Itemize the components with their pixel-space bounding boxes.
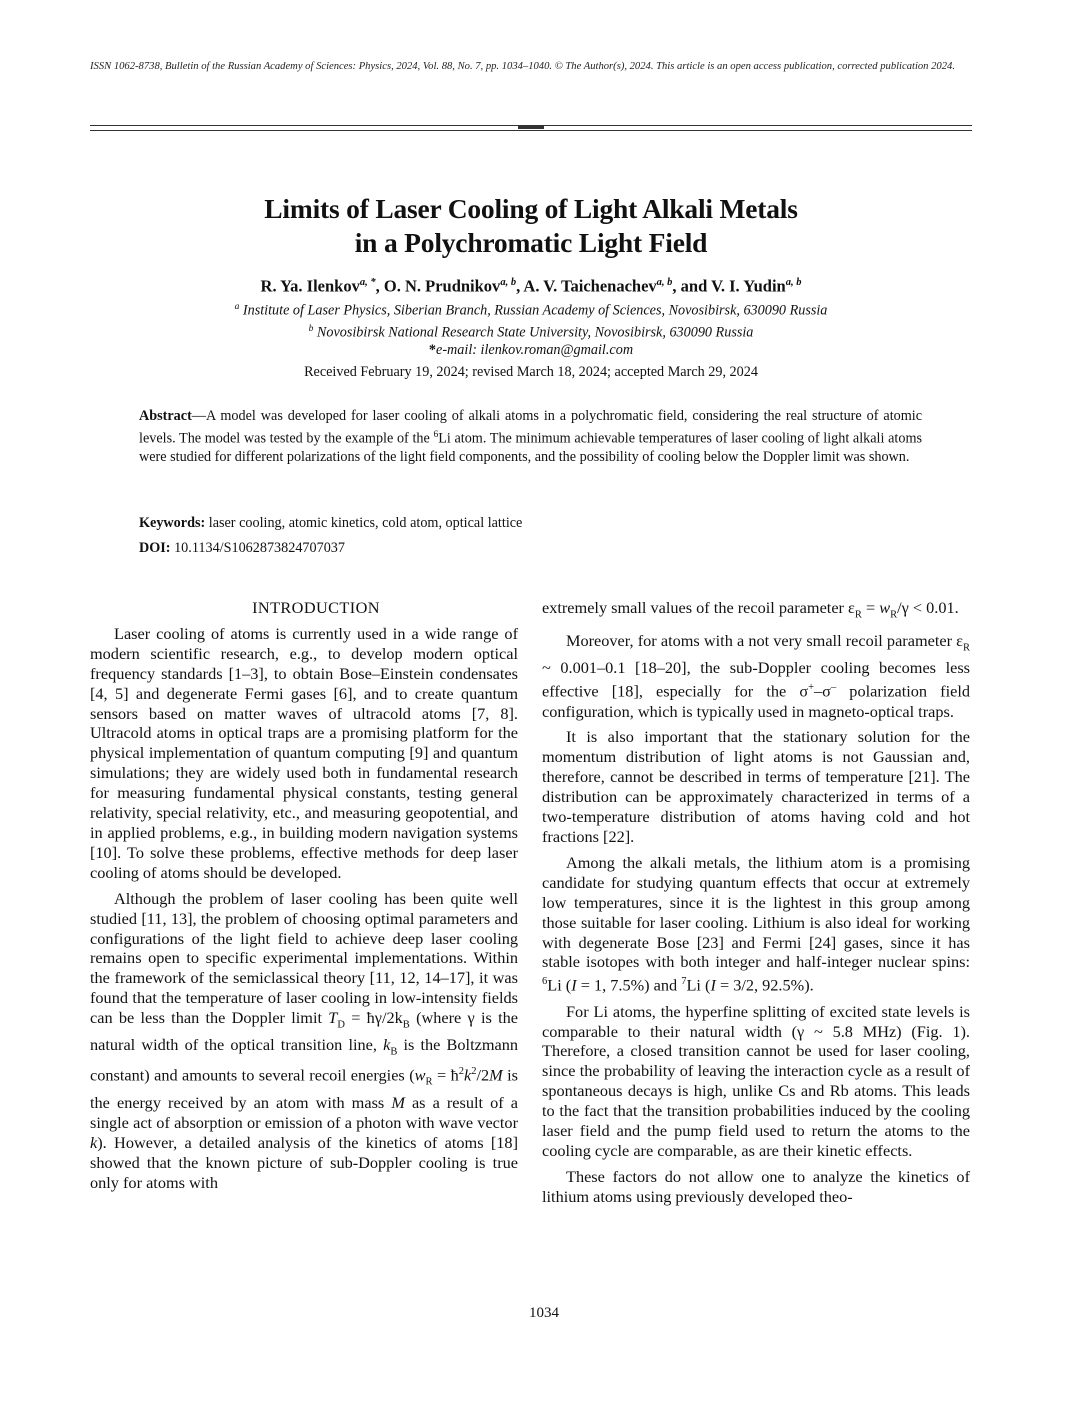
kb2-sub: B <box>390 1046 398 1058</box>
r1-text-a: Moreover, for atoms with a not very small recoil parameter ε <box>566 631 963 651</box>
kb-symbol: k <box>383 1035 391 1055</box>
abstract-text-1: —A model was developed for laser cooling of alkali atoms in a polychromatic field, considering the real structure of atomic levels. The model was tested by the example of the <box>139 408 922 447</box>
kvec-symbol: k <box>90 1132 98 1152</box>
author-list: R. Ya. Ilenkov$^{a, *}$, O. N. Prudnikov$^{a, b}$, A. V. Taichenachev$^{a, b}$, and V. I. Yudin$^{a, b}$ <box>260 276 802 296</box>
p2-text-i: as a result of a single act of absorption or emission of a photon with wave vector <box>90 1093 518 1132</box>
right-column <box>542 598 970 1213</box>
page-number: 1034 <box>529 1305 559 1321</box>
email-text: e-mail: ilenkov.roman@gmail.com <box>436 342 634 358</box>
affiliation-a <box>90 297 972 321</box>
author-4: and V. I. Yudin <box>680 276 786 296</box>
left-column <box>90 598 518 1199</box>
doi-label: DOI: <box>139 540 171 556</box>
corresponding-email <box>90 342 972 359</box>
p2-text-g: /2 <box>476 1065 490 1085</box>
abstract <box>139 407 922 466</box>
right-paragraph-1 <box>542 631 970 721</box>
right-paragraph-5: These factors do not allow one to analyze the kinetics of lithium atoms using previously developed theo- <box>542 1166 970 1206</box>
td-symbol: T <box>328 1008 338 1028</box>
wr-sub: R <box>425 1077 433 1089</box>
r1-text-d: polarization field configuration, which is typically used in magneto-optical traps. <box>542 681 971 721</box>
author-4-affil: a, b <box>785 277 802 288</box>
r1-text-c: –σ <box>814 681 831 701</box>
affiliation-b-mark: b <box>308 324 314 334</box>
author-3: A. V. Taichenachev <box>523 276 657 296</box>
mass-symbol-2: M <box>391 1093 405 1113</box>
r3-text-e: = 3/2, 92.5%). <box>715 975 814 995</box>
r1-sup-minus: – <box>830 682 837 694</box>
right-paragraph-0 <box>542 598 970 625</box>
r3-text-c: = 1, 7.5%) and <box>576 975 682 995</box>
received-dates: Received February 19, 2024; revised March 18, 2024; accepted March 29, 2024 <box>304 364 758 380</box>
p2-text-b: = ħγ/2k <box>344 1008 403 1028</box>
r1-sub: R <box>962 642 970 654</box>
r3-text-d: Li ( <box>686 975 711 995</box>
author-2-affil: a, b <box>500 277 517 288</box>
r3-sup-7: 7 <box>681 976 687 988</box>
keywords-text: laser cooling, atomic kinetics, cold atom, optical lattice <box>208 515 523 531</box>
r0-text-a: extremely small values of the recoil parameter ε <box>542 598 855 617</box>
p2-text-a: Although the problem of laser cooling has been quite well studied [11, 13], the problem of choosing optimal parameters and configurations of the light field to achieve deep laser cooling remains open to specific experimental implementations. Within the framework of the semiclassical theory [11, 12, 14–17], it was found that the temperature of laser cooling in low-intensity fields can be less than the Doppler limit <box>90 888 518 1028</box>
intro-paragraph-2 <box>90 889 518 1193</box>
keywords-label: Keywords: <box>139 515 206 531</box>
r0-sub-1: R <box>854 609 862 621</box>
author-1: R. Ya. Ilenkov <box>260 276 360 296</box>
abstract-isotope-sup: 6 <box>433 429 439 440</box>
paper-title-line-2: in a Polychromatic Light Field <box>354 227 708 258</box>
abstract-label: Abstract <box>139 408 192 424</box>
affiliation-a-mark: a <box>234 302 240 312</box>
author-2: O. N. Prudnikov <box>383 276 501 296</box>
right-paragraph-2: It is also important that the stationary solution for the momentum distribution of light atoms is not Gaussian and, therefore, cannot be described in terms of temperature [21]. The distribution can be approximately characterized in terms of a two-temperature distribution of atoms having cold and hot fractions [22]. <box>542 727 970 846</box>
paper-title-line-1: Limits of Laser Cooling of Light Alkali Metals <box>264 193 798 224</box>
r0-text-b: = <box>861 598 880 617</box>
affiliation-a-text: Institute of Laser Physics, Siberian Branch, Russian Academy of Sciences, Novosibirsk, 630090 Russia <box>242 302 828 319</box>
td-sub: D <box>337 1019 345 1031</box>
affiliation-b-text: Novosibirsk National Research State University, Novosibirsk, 630090 Russia <box>316 324 754 341</box>
r0-w-symbol: w <box>879 598 891 617</box>
right-paragraph-4: For Li atoms, the hyperfine splitting of excited state levels is comparable to their natural width (γ ~ 5.8 MHz) (Fig. 1). Therefore, a closed transition cannot be used for laser cooling, since the probability of leaving the interaction cycle as a result of spontaneous decays is high, unlike Cs and Rb atoms. This leads to the fact that the transition probabilities induced by the cooling laser field and the pump field used to return the atoms to the cooling cycle are comparable, as are their kinetic effects. <box>542 1001 970 1160</box>
intro-paragraph-1: Laser cooling of atoms is currently used in a wide range of modern scientific research, e.g., to develop modern optical frequency standards [1–3], to obtain Bose–Einstein condensates [4, 5] and degenerate Fermi gases [6], and to create quantum sensors based on matter waves of ultracold atoms [7, 8]. Ultracold atoms in optical traps are a promising platform for the physical implementation of quantum computing [9] and quantum simulations; they are widely used both in fundamental research for measuring fundamental physical constants, testing general relativity, special relativity, etc., and measuring geopotential, and in applied problems, e.g., in building modern navigation systems [10]. To solve these problems, effective methods for deep laser cooling of atoms should be developed. <box>90 623 518 882</box>
r1-sup-plus: + <box>808 682 815 694</box>
p2-text-e: = ħ <box>432 1065 459 1085</box>
k-symbol: k <box>463 1065 472 1085</box>
email-mark: * <box>428 342 437 358</box>
mass-symbol: M <box>489 1065 503 1085</box>
author-3-affil: a, b <box>656 277 673 288</box>
abstract-text-2: Li atom. The minimum achievable temperatures of laser cooling of light alkali atoms were studied for different polarizations of the light field components, and the possibility of cooling below the Doppler limit was shown. <box>139 430 922 465</box>
author-1-affil: a, * <box>359 277 376 288</box>
k-sq: 2 <box>471 1066 477 1078</box>
r3-text-a: Among the alkali metals, the lithium atom is a promising candidate for studying quantum effects that occur at extremely low temperatures, since it is the lightest in this group among those suitable for laser cooling. Lithium is also ideal for working with degenerate Bose [23] and Fermi [24] gases, since it has stable isotopes with both integer and half-integer nuclear spins: <box>542 852 970 972</box>
p2-text-j: ). However, a detailed analysis of the kinetics of atoms [18] showed that the known picture of sub-Doppler cooling is true only for atoms with <box>90 1132 518 1192</box>
header-rule-secondary <box>90 130 972 131</box>
right-paragraph-3 <box>542 853 970 996</box>
r1-text-b: ~ 0.001–0.1 [18–20], the sub-Doppler cooling becomes less effective [18], especially for the σ <box>542 658 970 701</box>
affiliation-b <box>90 319 972 343</box>
r0-text-c: /γ < 0.01. <box>897 598 959 617</box>
r3-sup-6: 6 <box>542 976 548 988</box>
p2-text-h: is the energy received by an atom with mass <box>90 1065 518 1113</box>
r0-sub-2: R <box>890 609 898 621</box>
hbar-sq: 2 <box>458 1066 464 1078</box>
r3-spin-1: I <box>571 975 577 995</box>
keywords <box>139 515 922 532</box>
paper-title <box>90 192 972 260</box>
doi-text: 10.1134/S1062873824707037 <box>174 540 345 556</box>
p2-text-c: (where γ is the natural width of the optical transition line, <box>90 1008 519 1055</box>
header-rule-mark <box>518 125 544 129</box>
journal-header-note: ISSN 1062-8738, Bulletin of the Russian Academy of Sciences: Physics, 2024, Vol. 88, No. 7, pp. 1034–1040. © The Author(s), 2024. This article is an open access publication, corrected publication 2024. <box>90 61 955 72</box>
p2-text-d: is the Boltzmann constant) and amounts to several recoil energies ( <box>90 1035 518 1085</box>
r3-text-b: Li ( <box>547 975 572 995</box>
wr-symbol: w <box>414 1065 426 1085</box>
doi <box>139 540 922 557</box>
kb-sub: B <box>402 1019 410 1031</box>
r3-spin-2: I <box>710 975 716 995</box>
section-heading-introduction: INTRODUCTION <box>252 598 380 617</box>
